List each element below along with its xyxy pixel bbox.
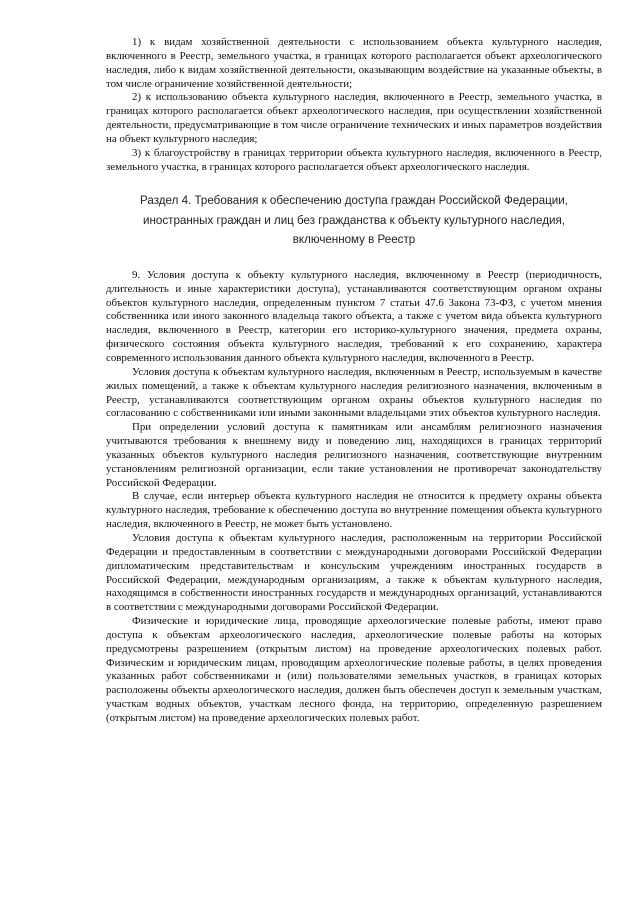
document-page	[106, 36, 602, 726]
list-item-2: 2) к использованию объекта культурного наследия, включенного в Реестр, земельного участка, в границах которого располагается объект археологического наследия, при осуществлении хозяйственной деятельности, предусматривающие в том числе ограничение технических и иных параметров воздействия на объект культурного наследия;	[106, 91, 602, 145]
section-heading-line-2: иностранных граждан и лиц без гражданства к объекту культурного наследия,	[143, 213, 565, 227]
paragraph-interior: В случае, если интерьер объекта культурного наследия не относится к предмету охраны объекта культурного наследия, требование к обеспечению доступа во внутренние помещения объекта культурного наследия, включенного в Реестр, не может быть установлено.	[106, 490, 602, 531]
paragraph-religious-monuments: При определении условий доступа к памятникам или ансамблям религиозного назначения учитываются требования к внешнему виду и поведению лиц, находящихся в границах территорий указанных объектов культурного наследия религиозного назначения, соответствующие внутренним установлениям религиозной организации, если такие установления не противоречат законодательству Российской Федерации.	[106, 421, 602, 489]
section-heading-line-1: Раздел 4. Требования к обеспечению доступа граждан Российской Федерации,	[140, 194, 568, 208]
paragraph-residential-religious: Условия доступа к объектам культурного наследия, включенным в Реестр, используемым в качестве жилых помещений, а также к объектам культурного наследия религиозного назначения, включенным в Реестр, устанавливаются соответствующим органом охраны объектов культурного наследия по согласованию с собственниками или иными законными владельцами этих объектов культурного наследия.	[106, 365, 602, 420]
list-item-1: 1) к видам хозяйственной деятельности с использованием объекта культурного наследия, включенного в Реестр, земельного участка, в границах которого располагается объект археологического наследия, либо к видам хозяйственной деятельности, оказывающим воздействие на указанные объекты, в том числе ограничение хозяйственной деятельности;	[106, 36, 602, 90]
paragraph-diplomatic: Условия доступа к объектам культурного наследия, расположенным на территории Российской Федерации и предоставленным в соответствии с международными договорами Российской Федерации дипломатическим представительствам и консульским учреждениям иностранных государств в Российской Федерации, международным организациям, а также к объектам культурного наследия, находящимся в собственности иностранных государств и международных организаций, устанавливаются в соответствии с международными договорами Российской Федерации.	[106, 531, 602, 614]
paragraph-9: 9. Условия доступа к объекту культурного наследия, включенному в Реестр (периодичность, длительность и иные характеристики доступа), устанавливаются соответствующим органом охраны объектов культурного наследия, определенным пунктом 7 статьи 47.6 Закона 73-ФЗ, с учетом мнения собственника или иного законного владельца такого объекта, а также с учетом вида объекта культурного наследия, включенного в Реестр, категории его историко-культурного значения, предмета охраны, физического состояния объекта культурного наследия, требований к его сохранению, характера современного использования данного объекта культурного наследия, включенного в Реестр.	[106, 268, 602, 364]
list-item-3: 3) к благоустройству в границах территории объекта культурного наследия, включенного в Реестр, земельного участка, в границах которого располагается объект археологического наследия.	[106, 146, 602, 173]
section-heading	[106, 191, 602, 250]
section-heading-line-3: включенному в Реестр	[292, 233, 416, 247]
paragraph-archaeological: Физические и юридические лица, проводящие археологические полевые работы, имеют право доступа к объектам археологического наследия, археологические полевые работы на которых предусмотрены разрешением (открытым листом) на проведение археологических полевых работ. Физическим и юридическим лицам, проводящим археологические полевые работы, в целях проведения указанных работ собственниками и (или) пользователями земельных участков, в границах которых расположены объекты археологического наследия, должен быть обеспечен доступ к земельным участкам, участкам водных объектов, участкам лесного фонда, на территорию, определенную разрешением (открытым листом) на проведение археологических полевых работ.	[106, 615, 602, 724]
